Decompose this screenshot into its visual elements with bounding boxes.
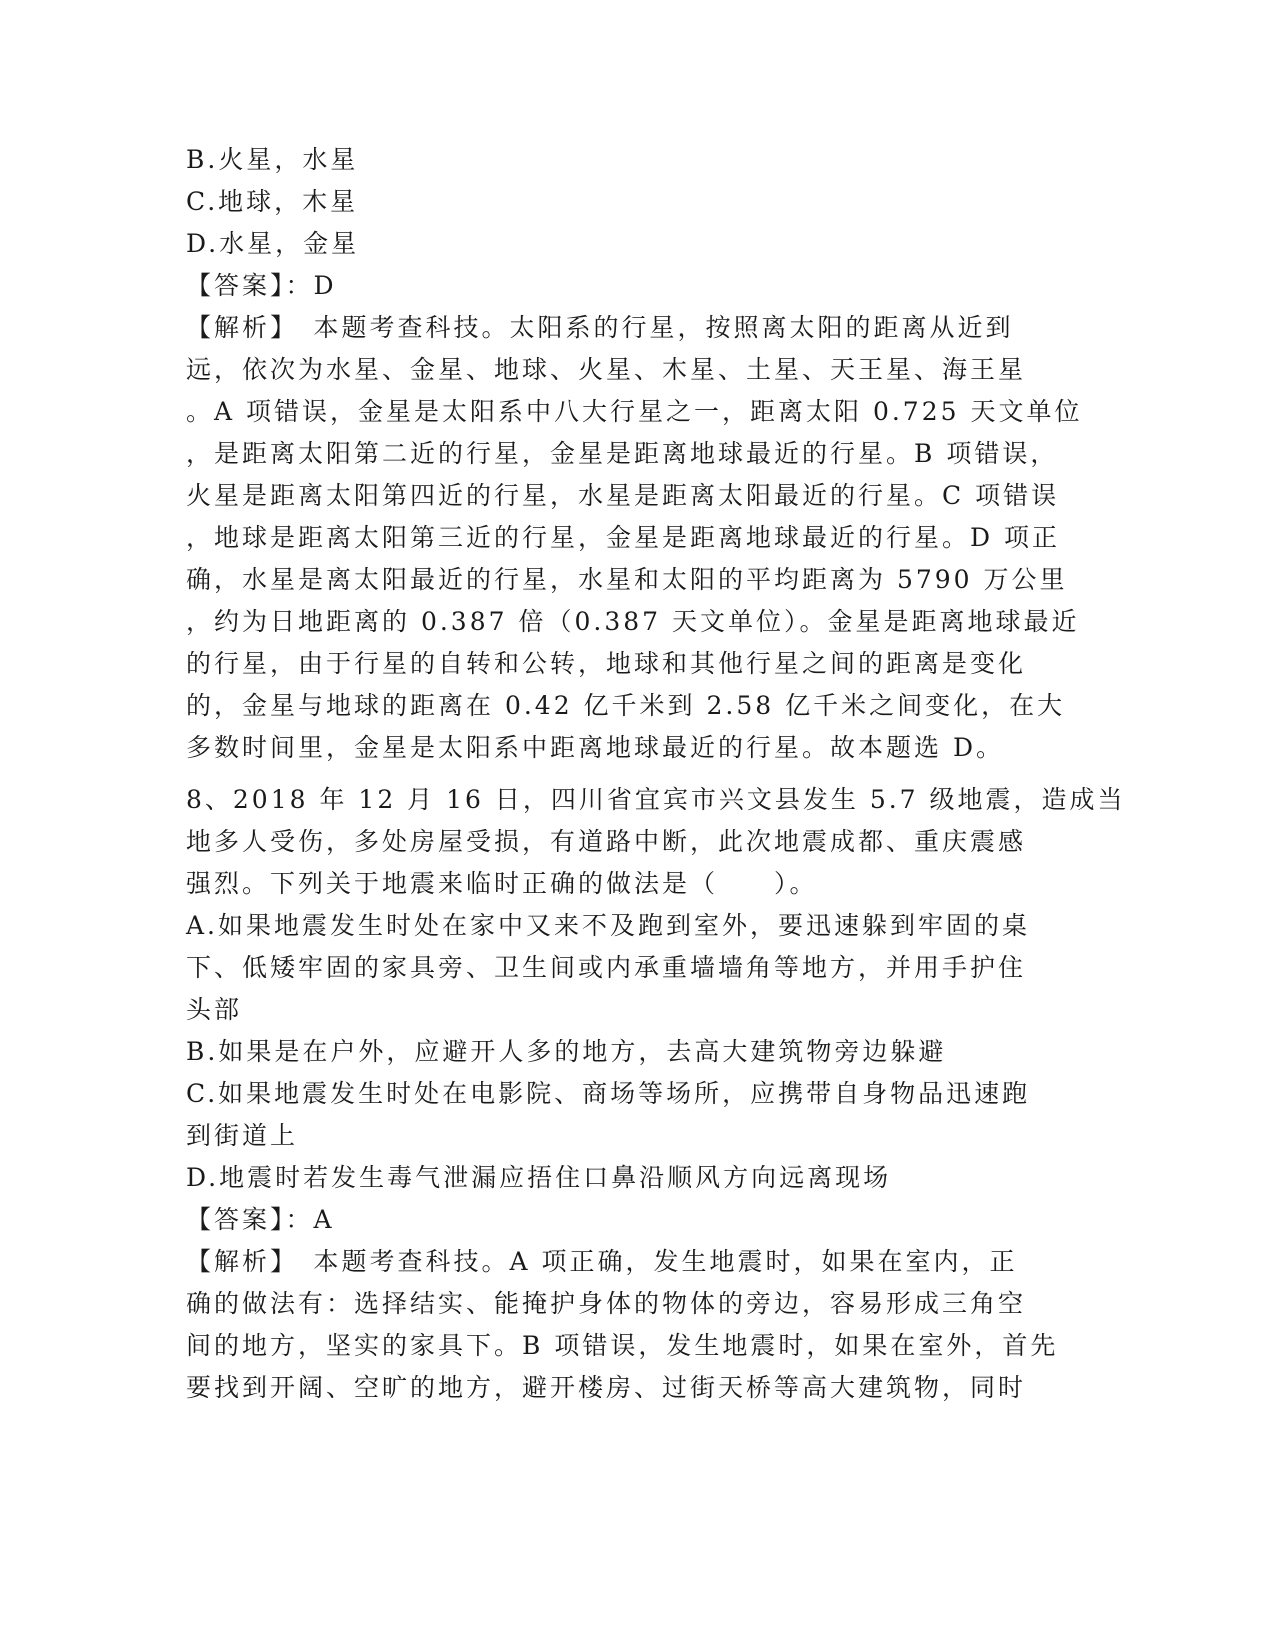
q8-answer: 【答案】：A [186,1205,335,1234]
q7-analysis-line: ，是距离太阳第二近的行星，金星是距离地球最近的行星。B 项错误， [186,439,1059,468]
q7-option-d: D.水星，金星 [186,229,360,258]
q8-option-a-line: 头部 [186,995,243,1024]
q8-analysis-line: 确的做法有：选择结实、能掩护身体的物体的旁边，容易形成三角空 [186,1289,1027,1318]
q8-option-c-line: C.如果地震发生时处在电影院、商场等场所，应携带自身物品迅速跑 [186,1079,1031,1108]
q7-analysis-line: 。A 项错误，金星是太阳系中八大行星之一，距离太阳 0.725 天文单位 [186,397,1083,426]
q7-analysis-line: 的行星，由于行星的自转和公转，地球和其他行星之间的距离是变化 [186,649,1027,678]
q8-analysis-line: 【解析】 本题考查科技。A 项正确，发生地震时，如果在室内，正 [186,1247,1018,1276]
q7-analysis-line: 【解析】 本题考查科技。太阳系的行星，按照离太阳的距离从近到 [186,313,1014,342]
q8-option-a-line: A.如果地震发生时处在家中又来不及跑到室外，要迅速躲到牢固的桌 [186,911,1031,940]
q7-analysis-line: 远，依次为水星、金星、地球、火星、木星、土星、天王星、海王星 [186,355,1027,384]
q8-question-line: 地多人受伤，多处房屋受损，有道路中断，此次地震成都、重庆震感 [186,827,1027,856]
q7-option-b: B.火星，水星 [186,145,359,174]
q8-option-d: D.地震时若发生毒气泄漏应捂住口鼻沿顺风方向远离现场 [186,1163,892,1192]
q7-analysis-line: 火星是距离太阳第四近的行星，水星是距离太阳最近的行星。C 项错误 [186,481,1060,510]
q7-analysis-line: 的，金星与地球的距离在 0.42 亿千米到 2.58 亿千米之间变化，在大 [186,691,1066,720]
q7-answer: 【答案】：D [186,271,337,300]
q8-option-c-line: 到街道上 [186,1121,299,1150]
q8-option-b: B.如果是在户外，应避开人多的地方，去高大建筑物旁边躲避 [186,1037,947,1066]
q8-analysis-line: 间的地方，坚实的家具下。B 项错误，发生地震时，如果在室外，首先 [186,1331,1059,1360]
q7-analysis-line: 多数时间里，金星是太阳系中距离地球最近的行星。故本题选 D。 [186,733,1004,762]
q7-analysis-line: ，约为日地距离的 0.387 倍（0.387 天文单位）。金星是距离地球最近 [186,607,1080,636]
q8-question-line: 强烈。下列关于地震来临时正确的做法是（ ）。 [186,869,818,898]
q7-option-c: C.地球，木星 [186,187,359,216]
q8-option-a-line: 下、低矮牢固的家具旁、卫生间或内承重墙墙角等地方，并用手护住 [186,953,1027,982]
q8-question-line: 8、2018 年 12 月 16 日，四川省宜宾市兴文县发生 5.7 级地震，造成当 [186,785,1126,814]
q8-analysis-line: 要找到开阔、空旷的地方，避开楼房、过街天桥等高大建筑物，同时 [186,1373,1027,1402]
q7-analysis-line: 确，水星是离太阳最近的行星，水星和太阳的平均距离为 5790 万公里 [186,565,1068,594]
q7-analysis-line: ，地球是距离太阳第三近的行星，金星是距离地球最近的行星。D 项正 [186,523,1060,552]
